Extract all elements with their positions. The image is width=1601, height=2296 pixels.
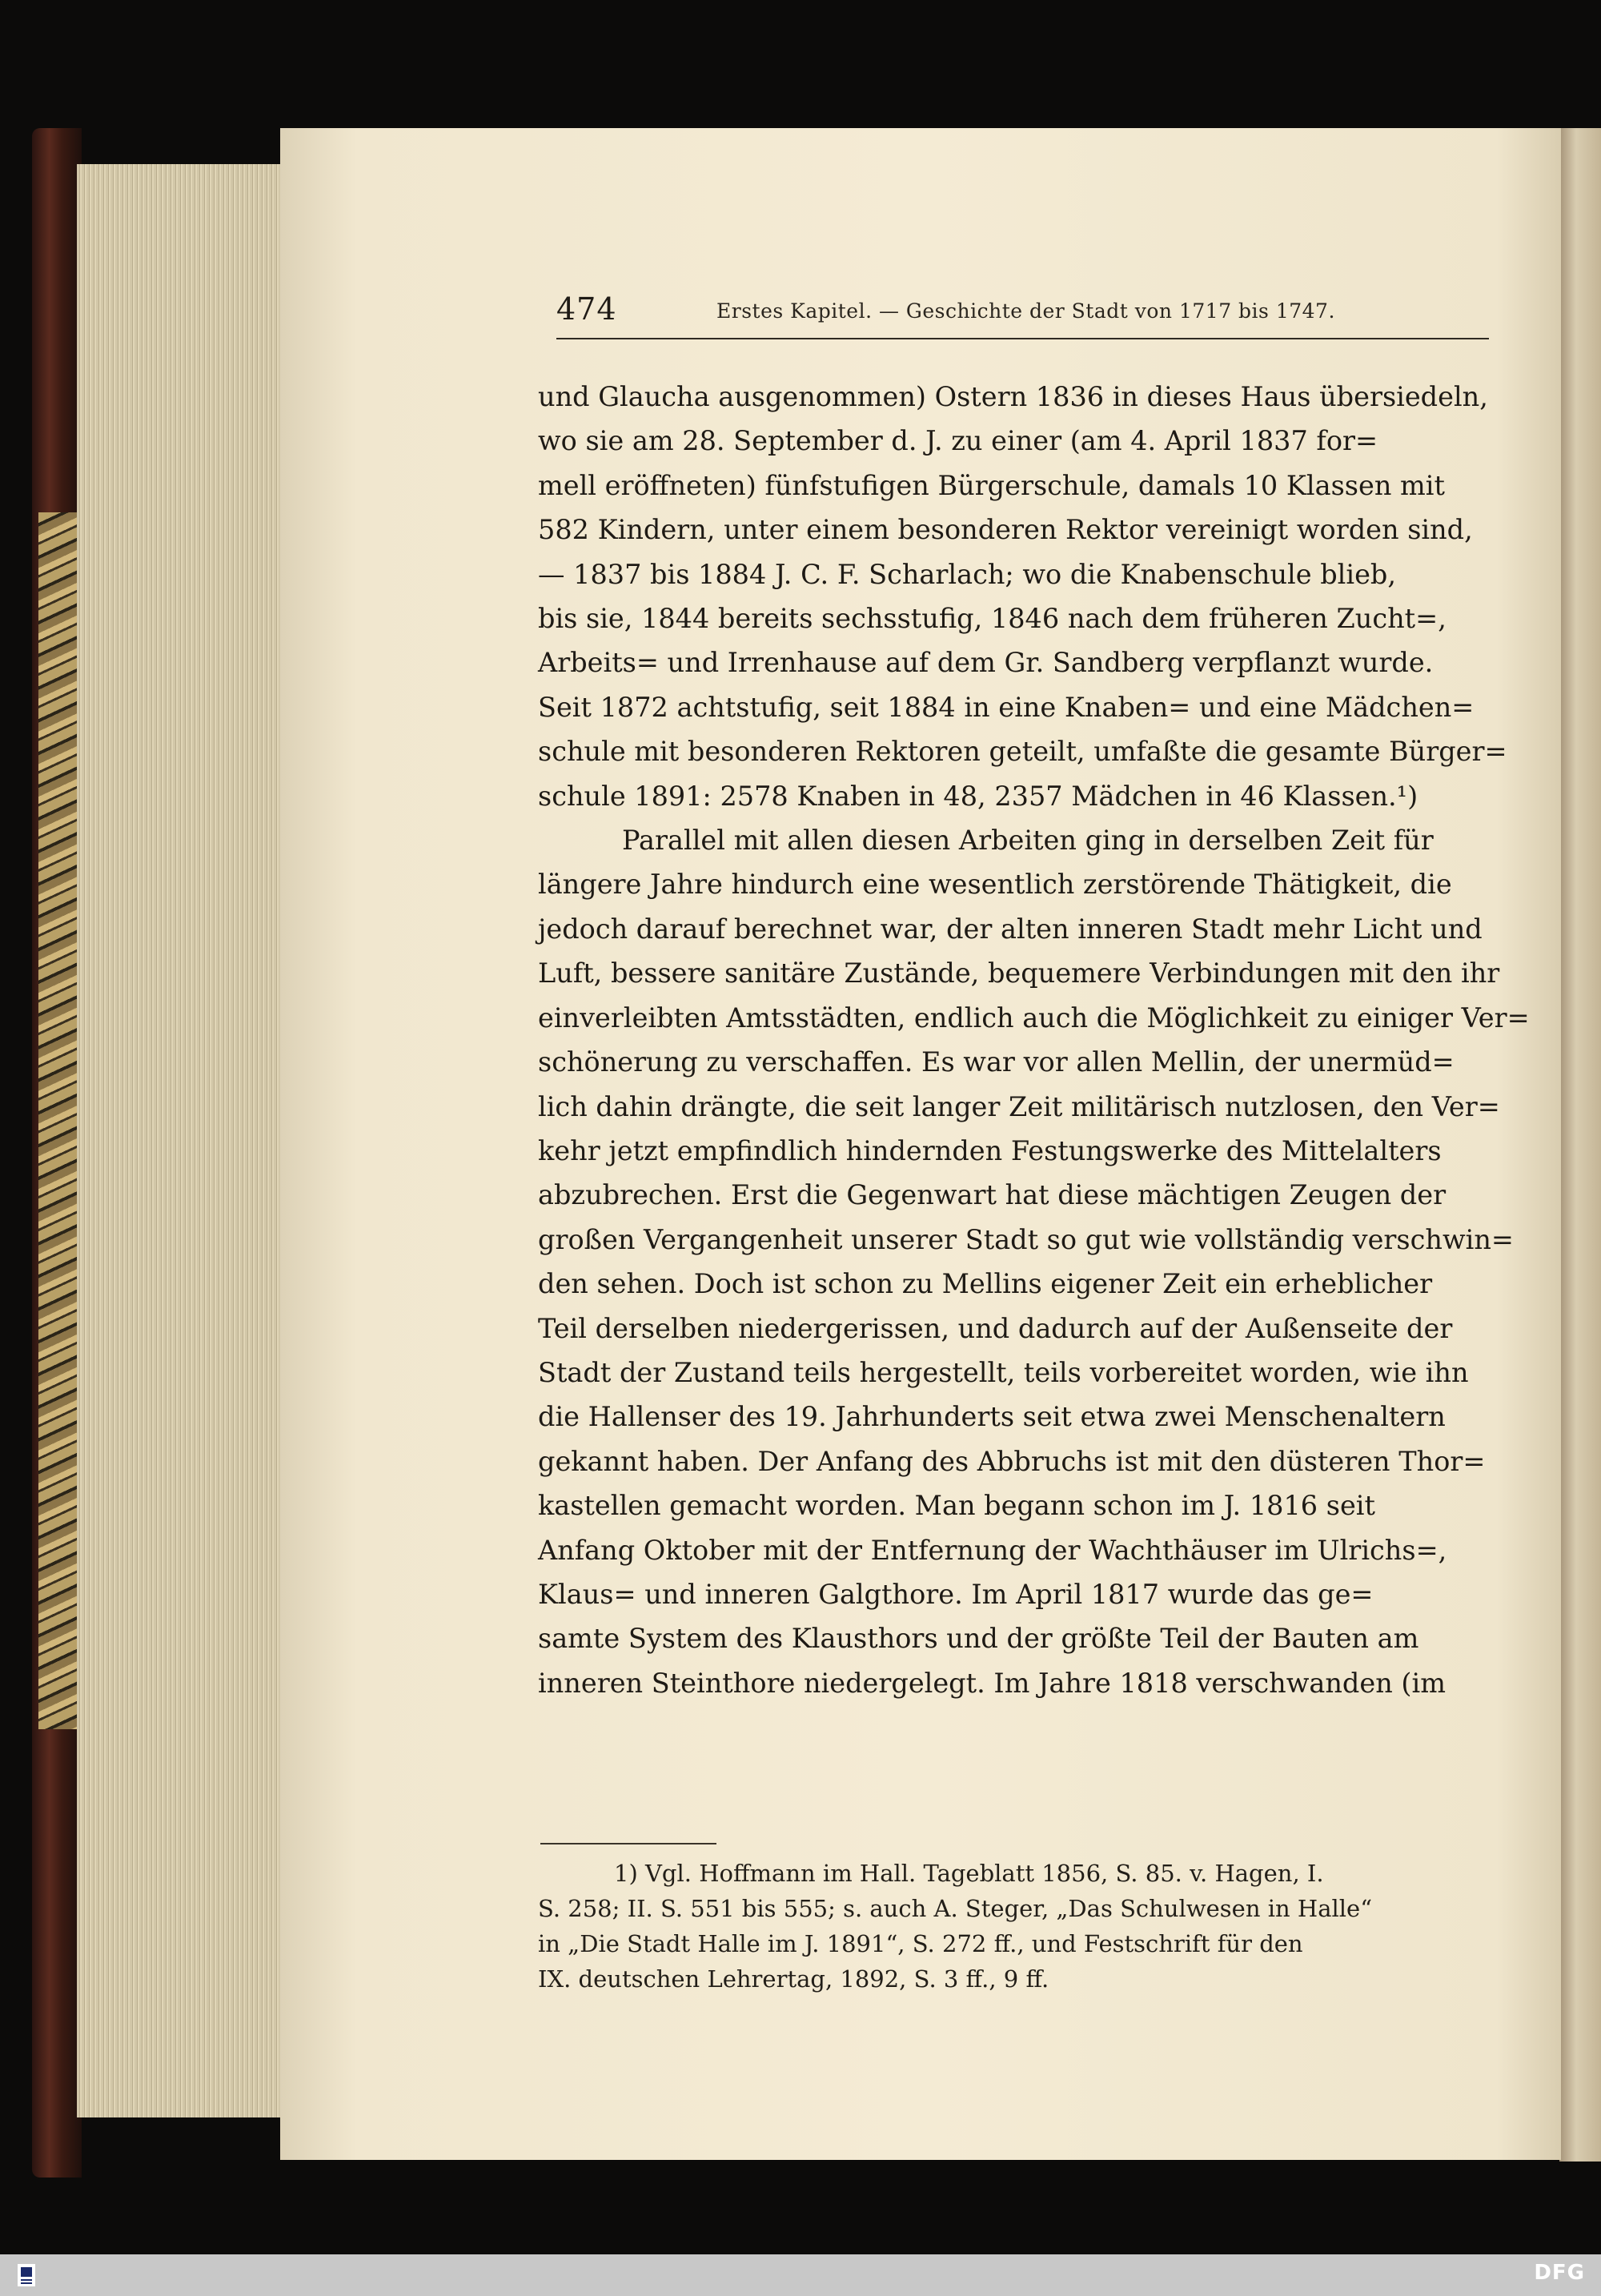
text-line: kastellen gemacht worden. Man begann schon im J. 1816 seit xyxy=(538,1490,1375,1522)
text-line: Anfang Oktober mit der Entfernung der Wachthäuser im Ulrichs=, xyxy=(538,1534,1447,1566)
text-line: einverleibten Amtsstädten, endlich auch die Möglichkeit zu einiger Ver= xyxy=(538,1001,1530,1034)
main-text xyxy=(538,375,1530,1705)
text-line: — 1837 bis 1884 J. C. F. Scharlach; wo die Knabenschule blieb, xyxy=(538,558,1396,590)
footnote-divider xyxy=(540,1843,716,1844)
text-line: samte System des Klausthors und der größte Teil der Bauten am xyxy=(538,1623,1419,1655)
text-line: Parallel mit allen diesen Arbeiten ging in derselben Zeit für xyxy=(622,825,1434,857)
text-line: bis sie, 1844 bereits sechsstufig, 1846 nach dem früheren Zucht=, xyxy=(538,603,1447,635)
text-line: Teil derselben niedergerissen, und dadurch auf der Außenseite der xyxy=(538,1312,1453,1344)
text-line: schule mit besonderen Rektoren geteilt, umfaßte die gesamte Bürger= xyxy=(538,736,1507,768)
text-line: wo sie am 28. September d. J. zu einer (am 4. April 1837 for= xyxy=(538,425,1378,457)
text-line: schönerung zu verschaffen. Es war vor allen Mellin, der unermüd= xyxy=(538,1046,1455,1078)
book-page xyxy=(280,128,1561,2160)
marbled-edge xyxy=(38,512,80,1729)
text-line: die Hallenser des 19. Jahrhunderts seit etwa zwei Menschenaltern xyxy=(538,1401,1446,1433)
footnote-line: IX. deutschen Lehrertag, 1892, S. 3 ff., 9 ff. xyxy=(538,1965,1049,1993)
text-line: mell eröffneten) fünfstufigen Bürgerschule, damals 10 Klassen mit xyxy=(538,469,1445,501)
viewer-footer-bar xyxy=(0,2254,1601,2296)
text-line: jedoch darauf berechnet war, der alten inneren Stadt mehr Licht und xyxy=(538,913,1483,945)
text-line: Klaus= und inneren Galgthore. Im April 1817 wurde das ge= xyxy=(538,1578,1374,1610)
page-edges xyxy=(77,164,285,2117)
text-line: Arbeits= und Irrenhause auf dem Gr. Sandberg verpflanzt wurde. xyxy=(538,647,1434,679)
footnotes xyxy=(538,1856,1499,1997)
text-line: schule 1891: 2578 Knaben in 48, 2357 Mädchen in 46 Klassen.¹) xyxy=(538,780,1418,812)
footnote-line: S. 258; II. S. 551 bis 555; s. auch A. Steger, „Das Schulwesen in Halle“ xyxy=(538,1895,1373,1922)
text-line: Seit 1872 achtstufig, seit 1884 in eine Knaben= und eine Mädchen= xyxy=(538,691,1475,723)
text-line: und Glaucha ausgenommen) Ostern 1836 in dieses Haus übersiedeln, xyxy=(538,381,1488,412)
opposite-page-edge xyxy=(1559,128,1601,2162)
text-line: inneren Steinthore niedergelegt. Im Jahre 1818 verschwanden (im xyxy=(538,1667,1446,1699)
text-line: Luft, bessere sanitäre Zustände, bequemere Verbindungen mit den ihr xyxy=(538,957,1500,989)
footnote-line: 1) Vgl. Hoffmann im Hall. Tageblatt 1856, S. 85. v. Hagen, I. xyxy=(614,1860,1324,1887)
running-title: Erstes Kapitel. — Geschichte der Stadt von 1717 bis 1747. xyxy=(716,299,1335,323)
text-line: lich dahin drängte, die seit langer Zeit militärisch nutzlosen, den Ver= xyxy=(538,1090,1500,1122)
text-line: den sehen. Doch ist schon zu Mellins eigener Zeit ein erheblicher xyxy=(538,1268,1433,1300)
text-line: Stadt der Zustand teils hergestellt, teils vorbereitet worden, wie ihn xyxy=(538,1356,1469,1388)
page-header xyxy=(556,288,1489,339)
text-line: abzubrechen. Erst die Gegenwart hat diese mächtigen Zeugen der xyxy=(538,1179,1447,1211)
footnote-line: in „Die Stadt Halle im J. 1891“, S. 272 ff., und Festschrift für den xyxy=(538,1930,1303,1957)
text-line: kehr jetzt empfindlich hindernden Festungswerke des Mittelalters xyxy=(538,1134,1442,1166)
text-line: längere Jahre hindurch eine wesentlich zerstörende Thätigkeit, die xyxy=(538,869,1452,901)
text-line: großen Vergangenheit unserer Stadt so gut wie vollständig verschwin= xyxy=(538,1223,1514,1255)
text-line: 582 Kindern, unter einem besonderen Rektor vereinigt worden sind, xyxy=(538,514,1473,546)
page-number: 474 xyxy=(556,291,617,327)
dfg-logo: DFG xyxy=(1534,2261,1585,2285)
library-crest-icon xyxy=(16,2262,37,2288)
text-line: gekannt haben. Der Anfang des Abbruchs ist mit den düsteren Thor= xyxy=(538,1445,1486,1477)
